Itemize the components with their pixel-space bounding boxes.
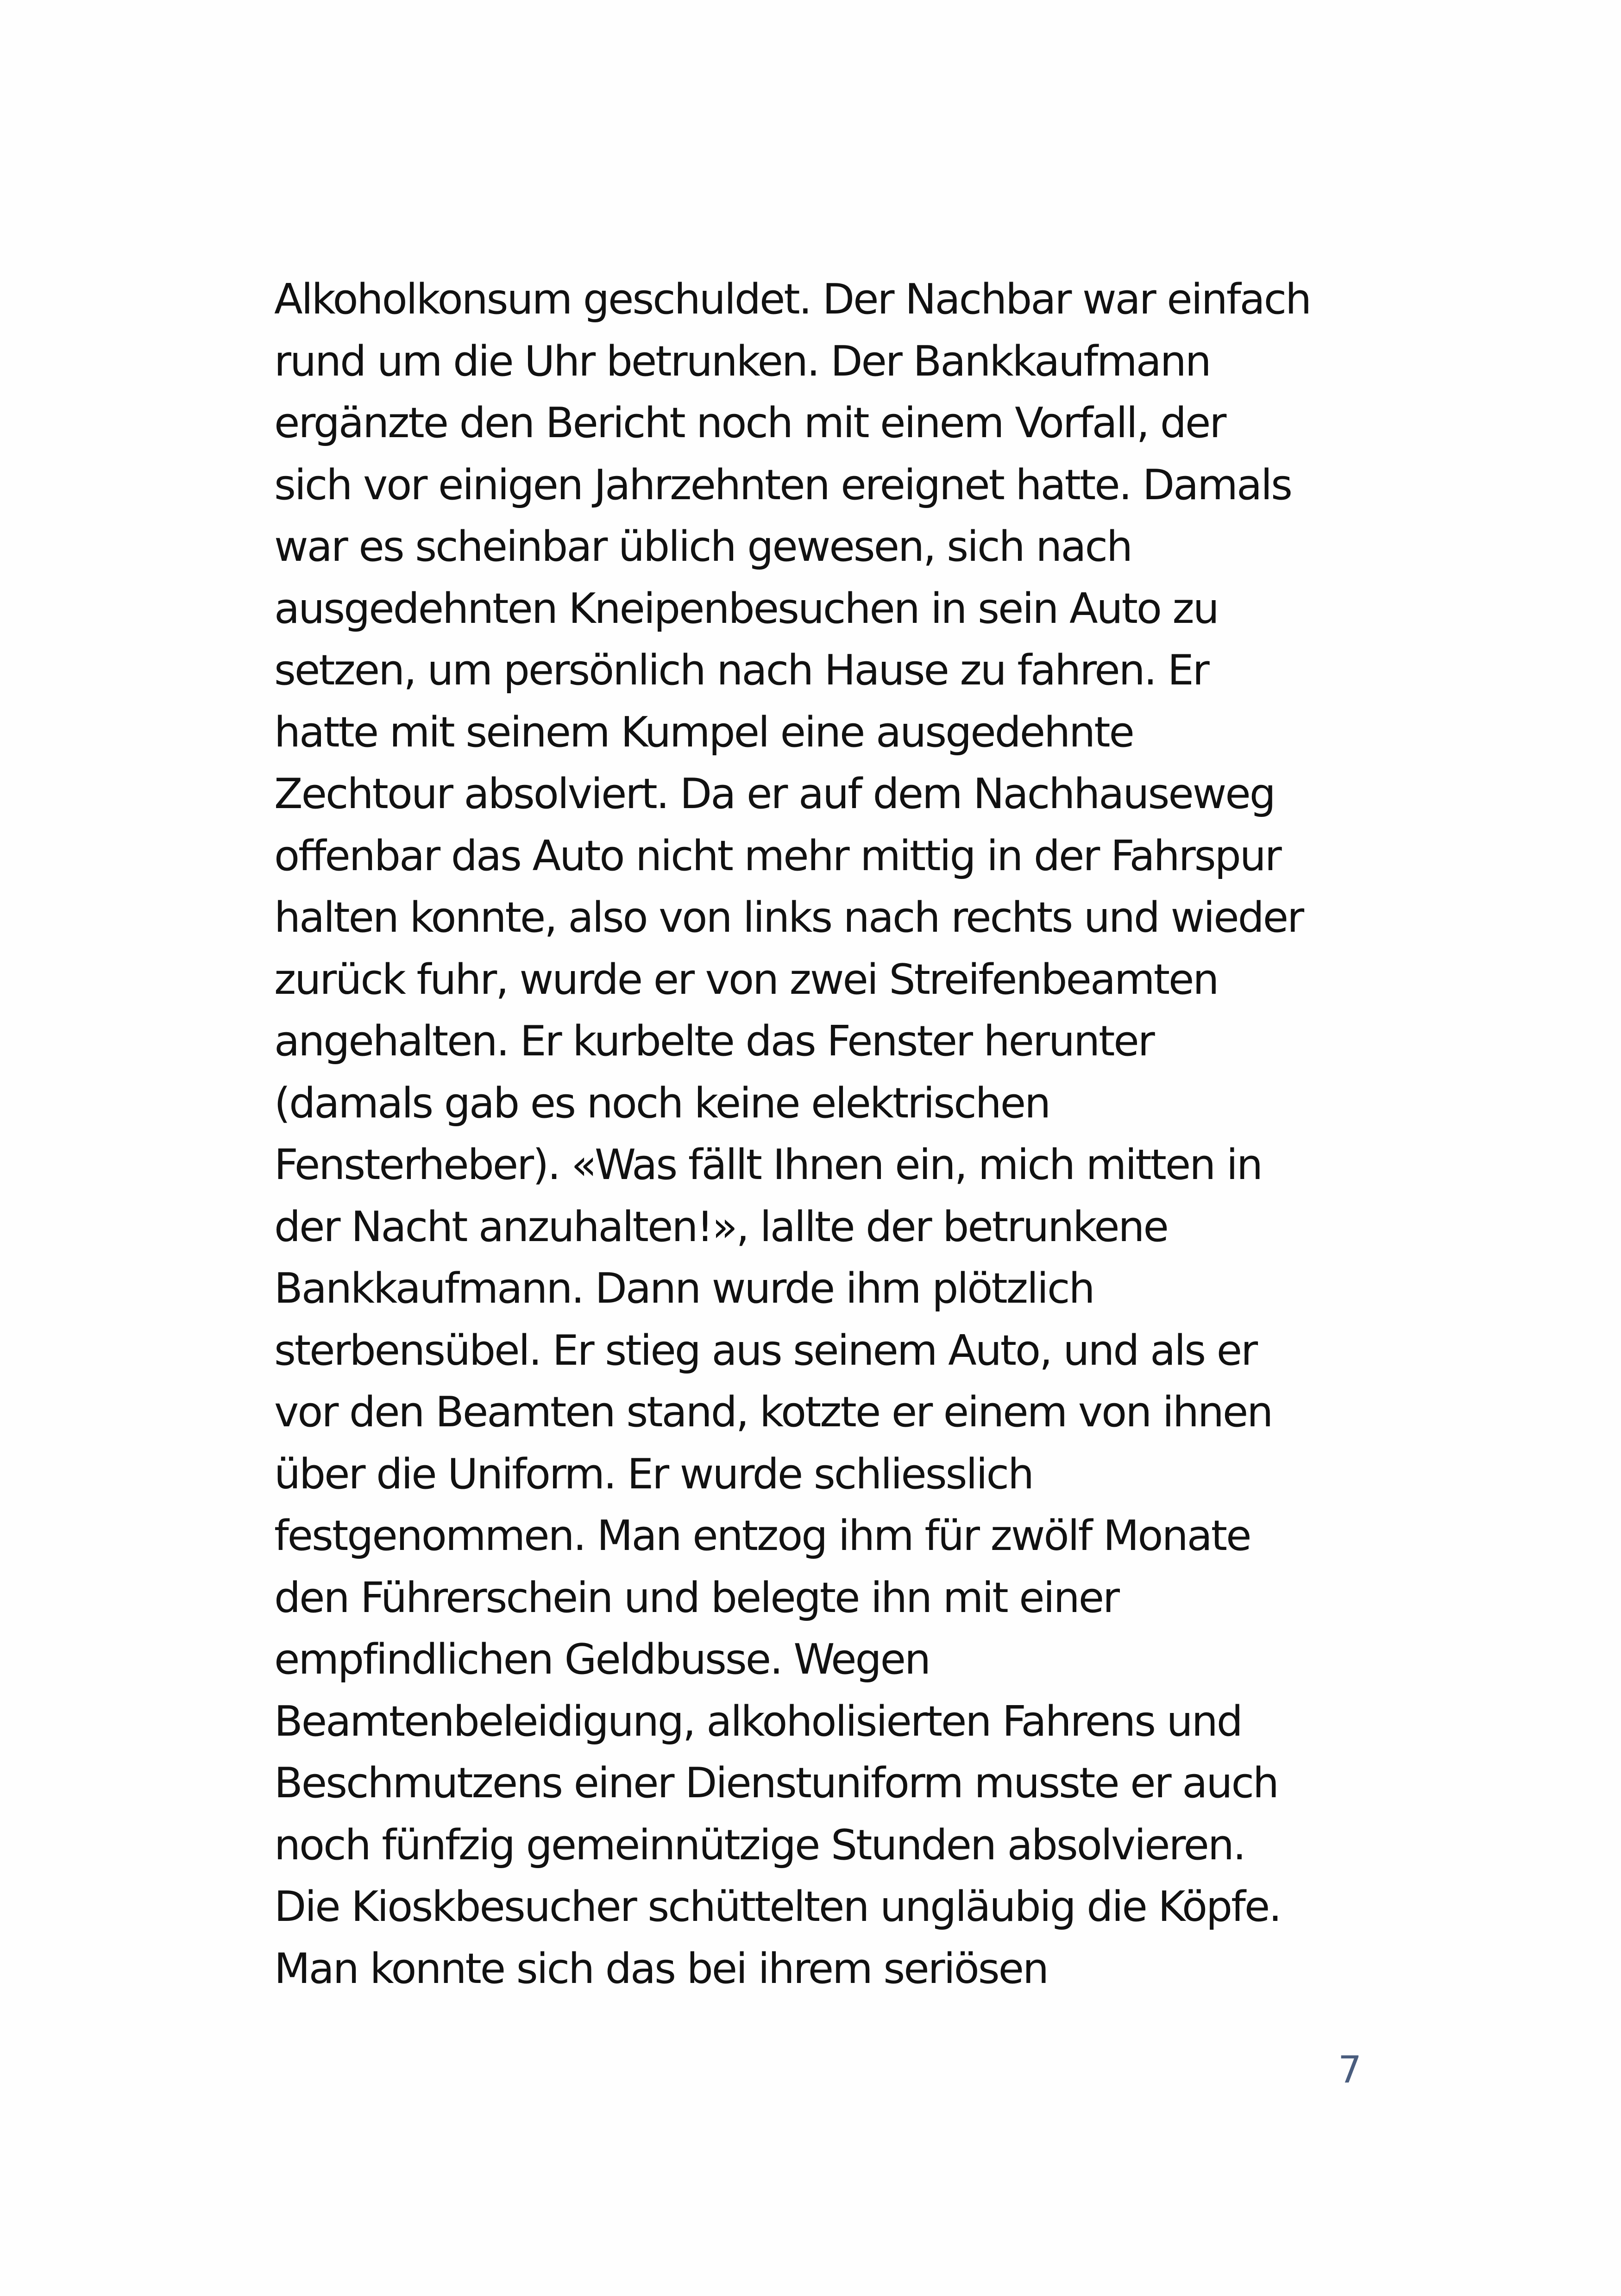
text-line: hatte mit seinem Kumpel eine ausgedehnte <box>274 708 1133 757</box>
text-line: (damals gab es noch keine elektrischen <box>274 1079 1050 1128</box>
text-line: vor den Beamten stand, kotzte er einem von ihnen <box>274 1388 1272 1437</box>
text-line: Beschmutzens einer Dienstuniform musste er auch <box>274 1759 1278 1807</box>
text-line: sich vor einigen Jahrzehnten ereignet hatte. Damals <box>274 460 1292 509</box>
text-line: sterbensübel. Er stieg aus seinem Auto, und als er <box>274 1326 1257 1375</box>
text-line: Beamtenbeleidigung, alkoholisierten Fahrens und <box>274 1697 1242 1746</box>
text-line: Alkoholkonsum geschuldet. Der Nachbar war einfach <box>274 275 1311 324</box>
text-line: festgenommen. Man entzog ihm für zwölf Monate <box>274 1512 1250 1560</box>
text-line: Die Kioskbesucher schüttelten ungläubig die Köpfe. <box>274 1882 1281 1931</box>
text-line: halten konnte, also von links nach rechts und wieder <box>274 893 1303 942</box>
page-number: 7 <box>1338 2048 1362 2091</box>
text-line: ergänzte den Bericht noch mit einem Vorfall, der <box>274 399 1225 447</box>
text-line: rund um die Uhr betrunken. Der Bankkaufmann <box>274 337 1210 386</box>
text-line: offenbar das Auto nicht mehr mittig in der Fahrspur <box>274 831 1281 880</box>
text-line: den Führerschein und belegte ihn mit einer <box>274 1573 1119 1622</box>
text-line: über die Uniform. Er wurde schliesslich <box>274 1449 1033 1499</box>
text-line: der Nacht anzuhalten!», lallte der betrunkene <box>274 1202 1168 1251</box>
text-line: war es scheinbar üblich gewesen, sich nach <box>274 522 1132 571</box>
text-line: setzen, um persönlich nach Hause zu fahren. Er <box>274 646 1208 695</box>
text-line: empfindlichen Geldbusse. Wegen <box>274 1635 930 1684</box>
body-text <box>274 269 1386 2000</box>
text-line: ausgedehnten Kneipenbesuchen in sein Auto zu <box>274 584 1218 633</box>
text-line: noch fünfzig gemeinnützige Stunden absolvieren. <box>274 1820 1245 1869</box>
text-line: Man konnte sich das bei ihrem seriösen <box>274 1944 1048 1993</box>
text-line: Bankkaufmann. Dann wurde ihm plötzlich <box>274 1264 1094 1313</box>
text-line: Fensterheber). «Was fällt Ihnen ein, mich mitten in <box>274 1141 1262 1189</box>
text-line: zurück fuhr, wurde er von zwei Streifenbeamten <box>274 955 1218 1004</box>
text-line: Zechtour absolviert. Da er auf dem Nachhauseweg <box>274 770 1275 818</box>
text-line: angehalten. Er kurbelte das Fenster herunter <box>274 1017 1154 1066</box>
